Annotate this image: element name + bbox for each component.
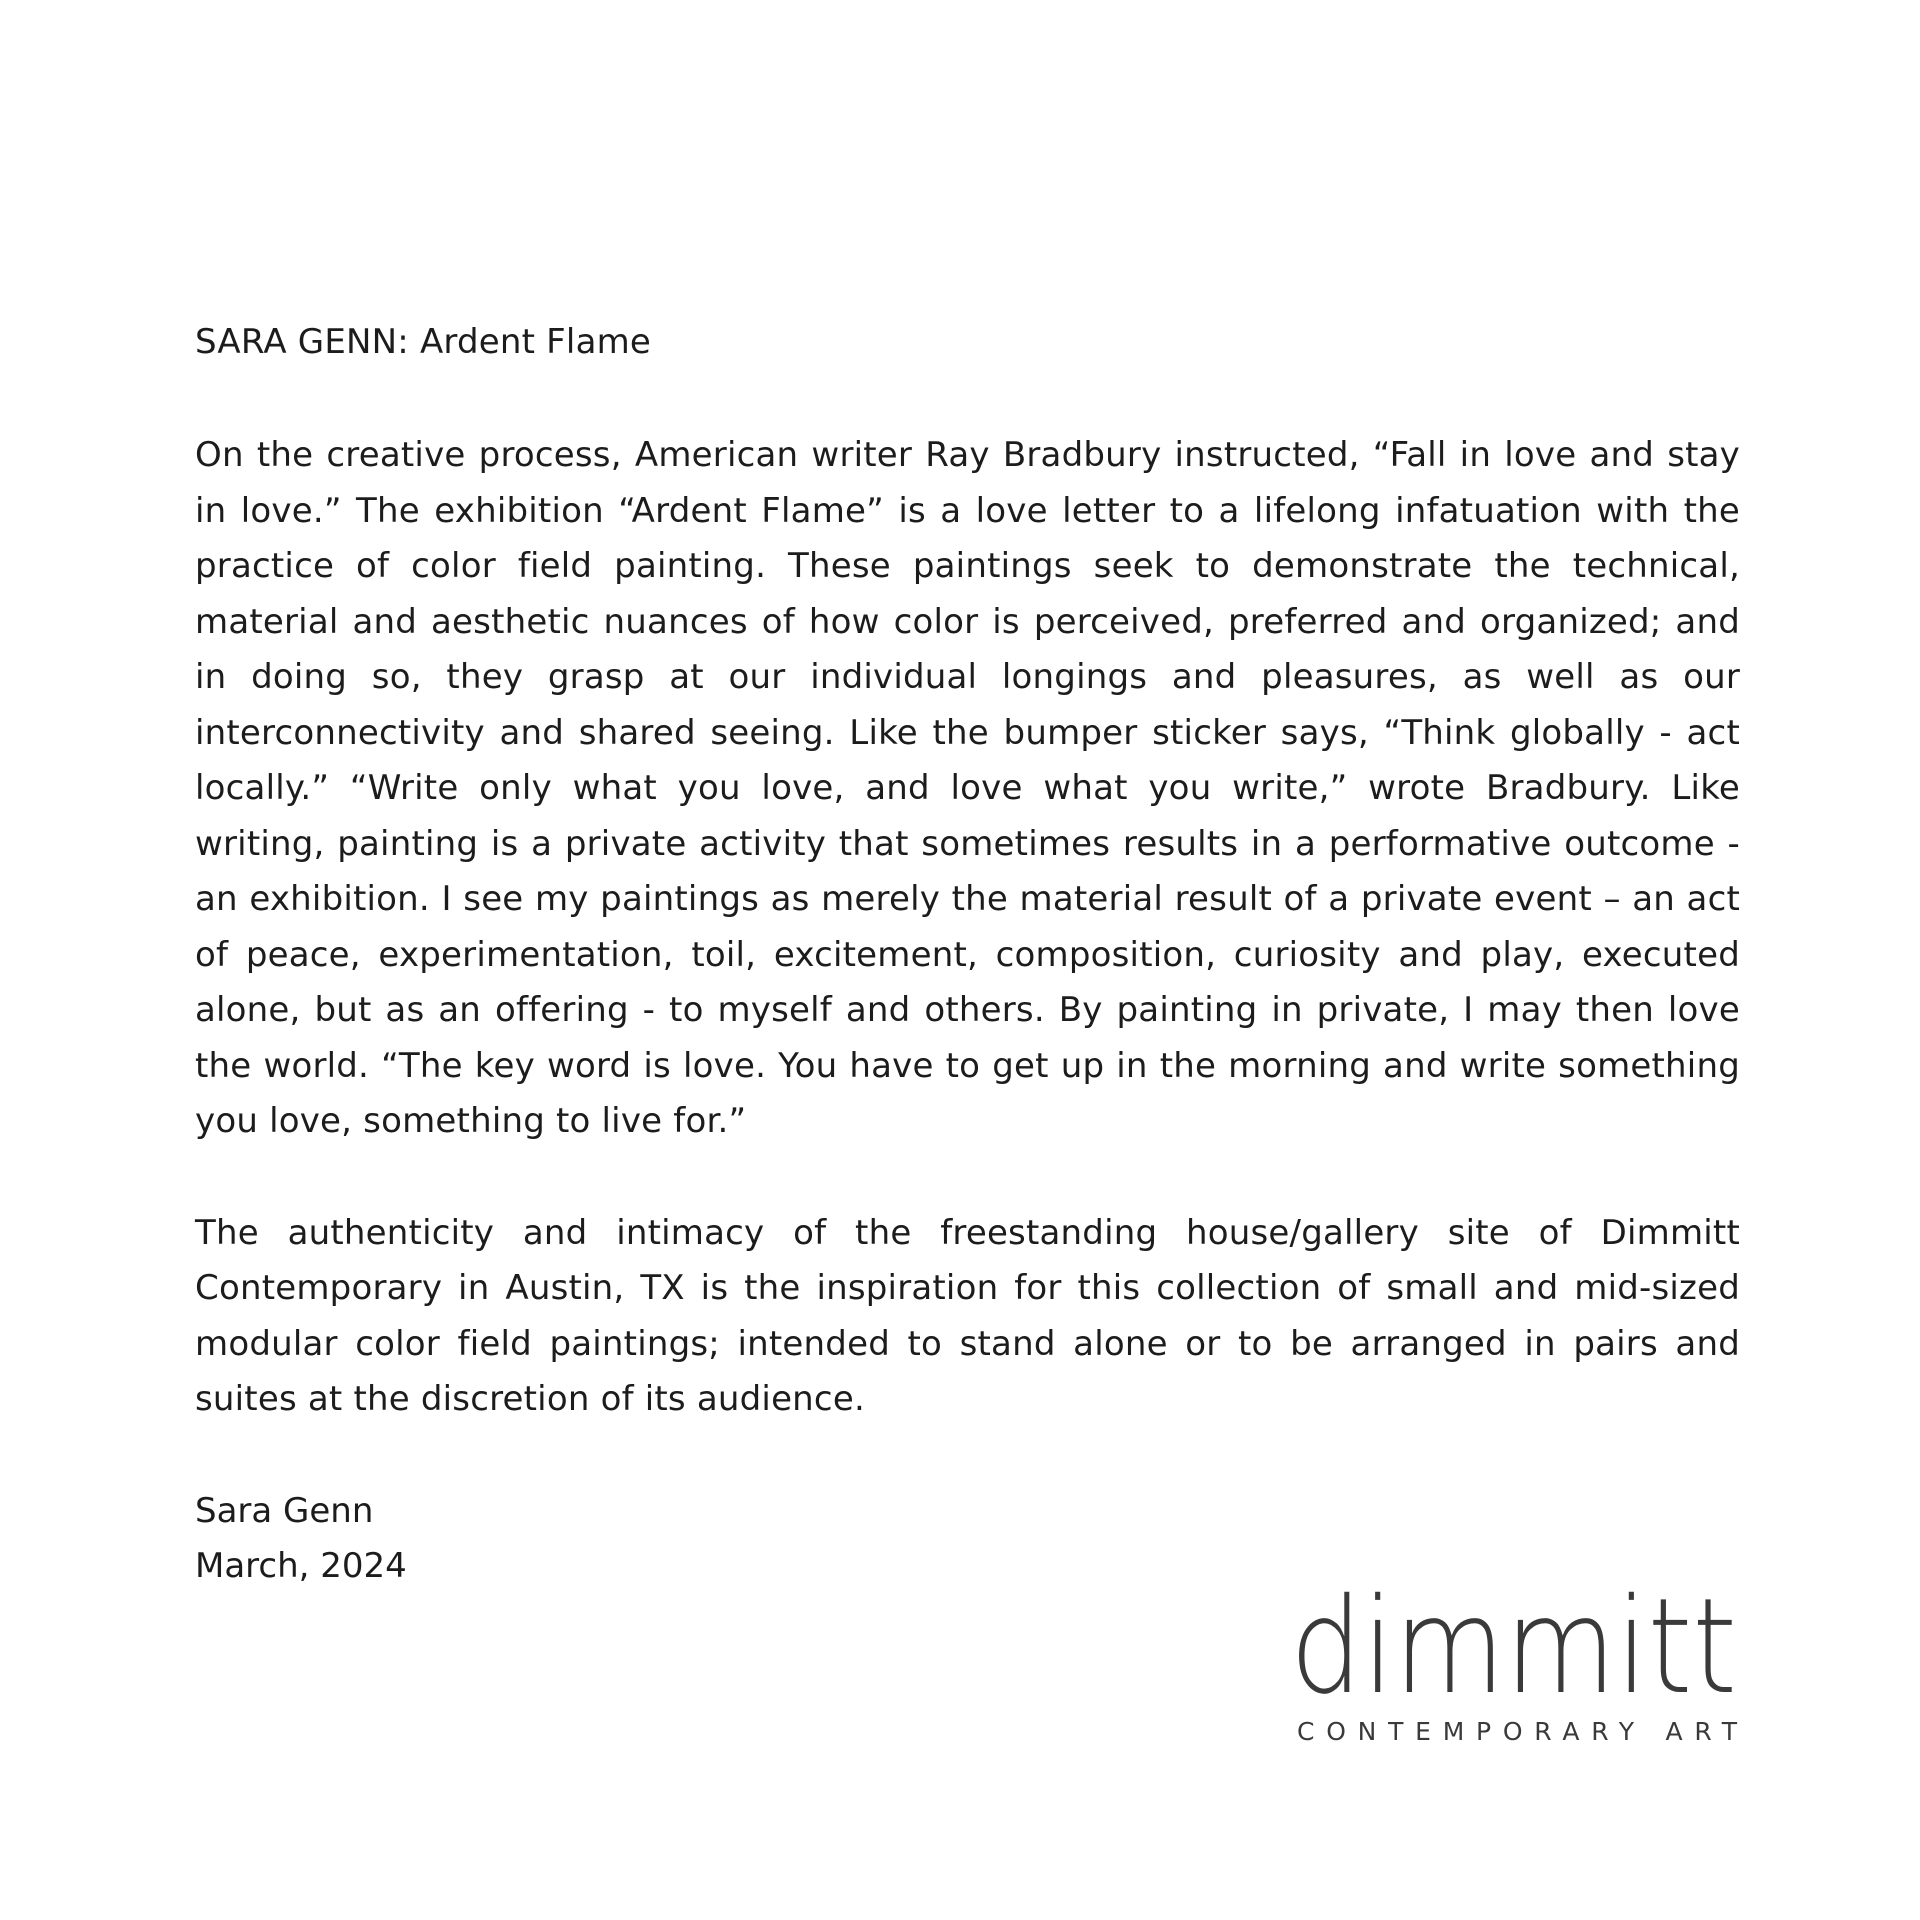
paragraph-gallery: The authenticity and intimacy of the freestanding house/gallery site of Dimmitt Contemporary in Austin, TX is the inspiration for this collection of small and mid-sized modular color field paintings; intended to stand alone or to be arranged in pairs and suites at the discretion of its audience.	[195, 1212, 1740, 1419]
logo-wordmark: dimmitt	[1290, 1570, 1737, 1724]
signature-name: Sara Genn	[195, 1490, 374, 1531]
logo-tagline: CONTEMPORARY ART	[1297, 1717, 1737, 1746]
signature-date: March, 2024	[195, 1545, 407, 1586]
paragraph-intro: On the creative process, American writer Ray Bradbury instructed, “Fall in love and stay in love.” The exhibition “Ardent Flame” is a love letter to a lifelong infatuation with the practice of color field painting. These paintings seek to demonstrate the technical, material and aesthetic nuances of how color is perceived, preferred and organized; and in doing so, they grasp at our individual longings and pleasures, as well as our interconnectivity and shared seeing. Like the bumper sticker says, “Think globally - act locally.” “Write only what you love, and love what you write,” wrote Bradbury. Like writing, painting is a private activity that sometimes results in a performative outcome - an exhibition. I see my paintings as merely the material result of a private event – an act of peace, experimentation, toil, excitement, composition, curiosity and play, executed alone, but as an offering - to myself and others. By painting in private, I may then love the world. “The key word is love. You have to get up in the morning and write something you love, something to live for.”	[195, 435, 1740, 1141]
dimmitt-logo	[1290, 1570, 1740, 1750]
dimmitt-logo-graphic	[1290, 1570, 1740, 1750]
statement-document	[195, 318, 1740, 1594]
document-title: SARA GENN: Ardent Flame	[195, 322, 652, 362]
